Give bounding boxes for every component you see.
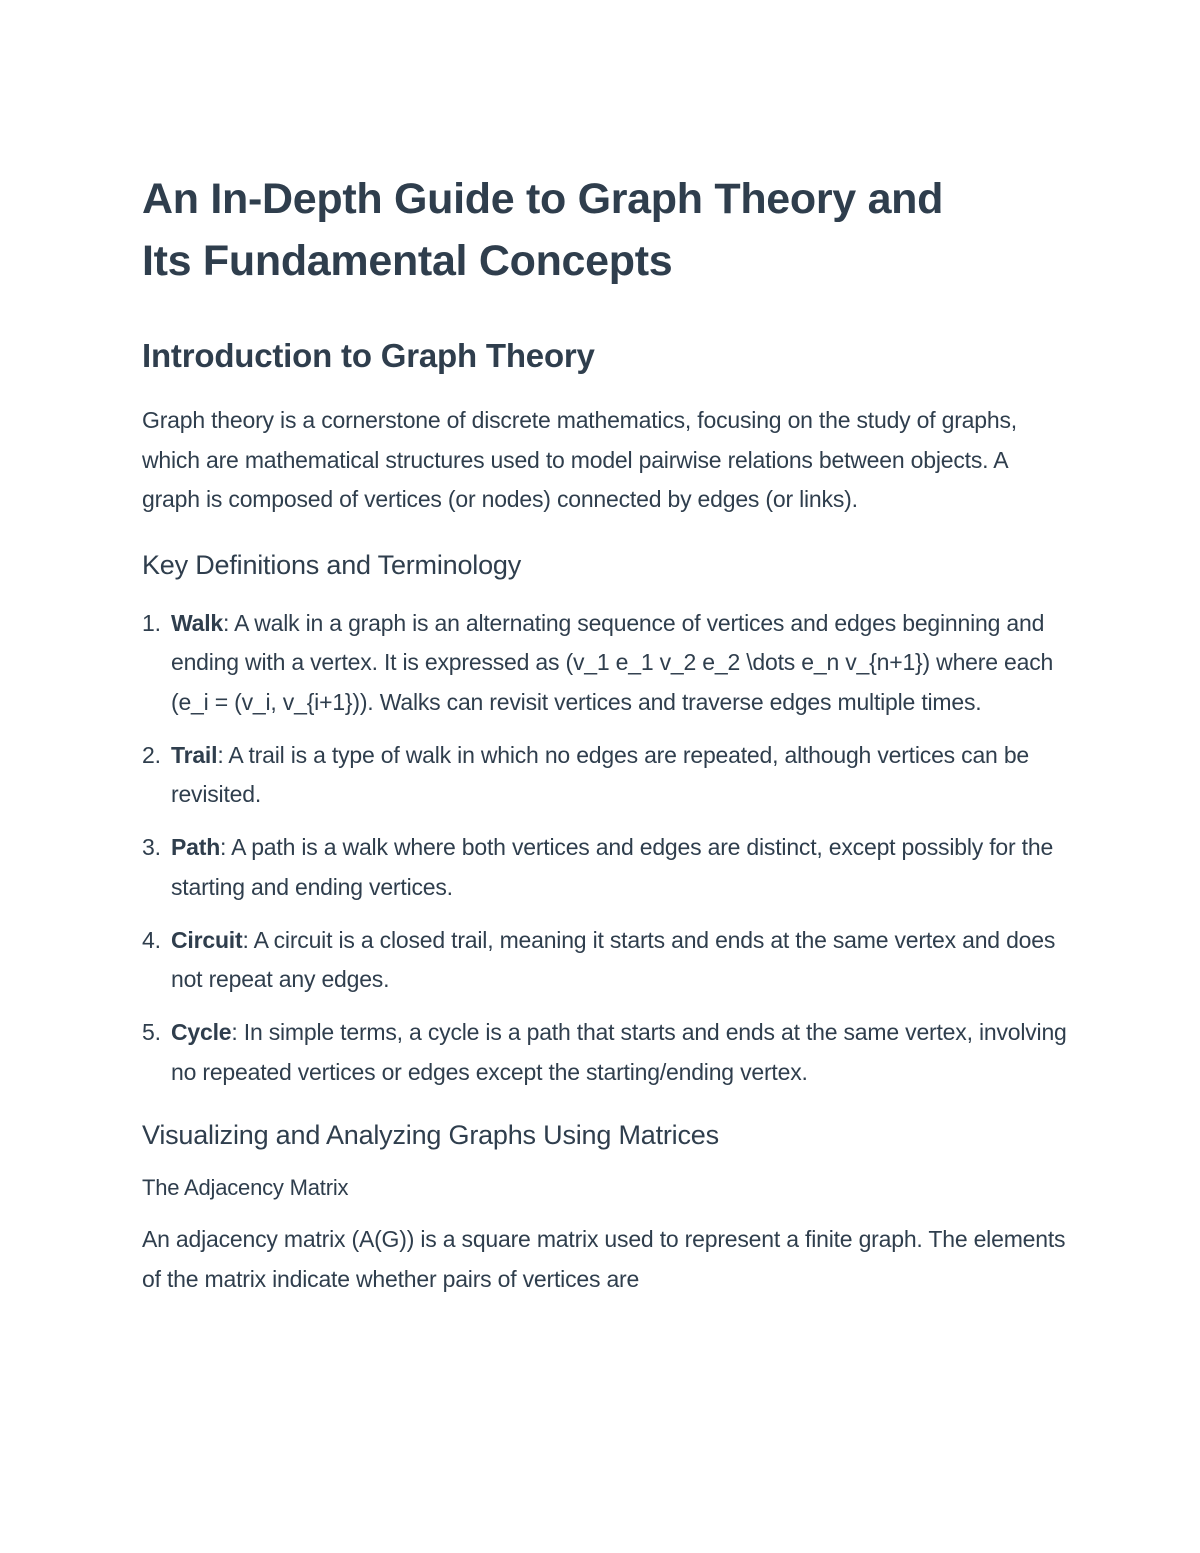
list-item-circuit bbox=[142, 921, 1067, 1000]
document-page bbox=[142, 168, 1067, 1299]
list-number: 2. bbox=[142, 741, 161, 768]
term-walk: Walk bbox=[171, 609, 224, 636]
intro-paragraph: Graph theory is a cornerstone of discrete mathematics, focusing on the study of graphs, which are mathematical structures used to model pairwise relations between objects. A graph is composed of vertices (or nodes) connected by edges (or links). bbox=[142, 407, 1017, 512]
definition-text: : A trail is a type of walk in which no edges are repeated, although vertices can be revisited. bbox=[171, 741, 1030, 807]
term-trail: Trail bbox=[171, 741, 218, 768]
list-number: 4. bbox=[142, 926, 161, 953]
list-number: 3. bbox=[142, 834, 161, 860]
definition-text: : In simple terms, a cycle is a path that starts and ends at the same vertex, involving no repeated vertices or edges except the starting/ending vertex. bbox=[171, 1019, 1067, 1085]
definition-text: : A walk in a graph is an alternating sequence of vertices and edges beginning and ending with a vertex. It is expressed as (v_1 e_1 v_2 e_2 \dots e_n v_{n+1}) where each (e_i = (v_i, v_{i+1})). Walks can revisit vertices and traverse edges multiple times. bbox=[171, 609, 1054, 715]
adjacency-paragraph: An adjacency matrix (A(G)) is a square matrix used to represent a finite graph. The elements of the matrix indicate whether pairs of vertices are bbox=[142, 1226, 1066, 1292]
title-line-1: An In-Depth Guide to Graph Theory and bbox=[142, 175, 944, 223]
matrices-heading: Visualizing and Analyzing Graphs Using Matrices bbox=[142, 1120, 719, 1150]
adjacency-matrix-subheading: The Adjacency Matrix bbox=[142, 1175, 349, 1200]
document-title bbox=[142, 168, 1067, 292]
intro-heading: Introduction to Graph Theory bbox=[142, 337, 595, 374]
list-item-trail bbox=[142, 736, 1067, 815]
list-item-path bbox=[142, 828, 1067, 907]
title-line-2: Its Fundamental Concepts bbox=[142, 237, 673, 285]
definitions-list bbox=[142, 604, 1067, 1093]
definition-text: : A circuit is a closed trail, meaning it starts and ends at the same vertex and does not repeat any edges. bbox=[171, 926, 1056, 992]
definitions-heading: Key Definitions and Terminology bbox=[142, 549, 522, 580]
definition-text: : A path is a walk where both vertices and edges are distinct, except possibly for the starting and ending vertices. bbox=[171, 834, 1054, 900]
list-item-walk bbox=[142, 604, 1067, 723]
term-circuit: Circuit bbox=[171, 926, 243, 953]
term-cycle: Cycle bbox=[171, 1019, 232, 1045]
term-path: Path bbox=[171, 834, 221, 860]
list-number: 1. bbox=[142, 609, 161, 636]
list-number: 5. bbox=[142, 1019, 161, 1045]
list-item-cycle bbox=[142, 1013, 1067, 1092]
